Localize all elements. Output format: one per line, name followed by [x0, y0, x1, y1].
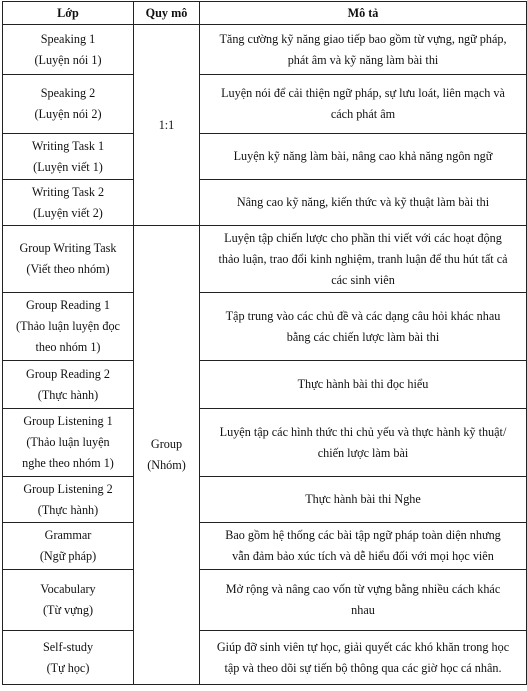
header-lop: Lớp — [3, 2, 134, 25]
description-line: thảo luận, trao đổi kinh nghiệm, tranh luận để thu hút tất cả — [218, 251, 508, 266]
class-name: Speaking 2 — [40, 86, 96, 100]
header-quy-mo: Quy mô — [134, 2, 200, 25]
class-cell — [3, 523, 134, 570]
description-line: bằng các chiến lược làm bài thi — [286, 329, 440, 344]
class-cell — [3, 477, 134, 523]
description-cell — [200, 293, 527, 361]
description-cell — [200, 409, 527, 477]
description-cell — [200, 25, 527, 75]
class-subtitle: theo nhóm 1) — [35, 340, 101, 354]
course-table — [2, 1, 527, 685]
table-row — [3, 477, 527, 523]
description-line: Giúp đỡ sinh viên tự học, giải quyết các khó khăn trong học — [216, 639, 510, 654]
class-cell — [3, 409, 134, 477]
description-line: Luyện tập các hình thức thi chủ yếu và thực hành kỹ thuật/ — [219, 424, 507, 439]
class-subtitle: (Luyện nói 2) — [34, 107, 102, 121]
class-cell — [3, 180, 134, 226]
table-row — [3, 523, 527, 570]
table-row — [3, 226, 527, 293]
description-line: Tập trung vào các chủ đề và các dạng câu hỏi khác nhau — [225, 308, 501, 323]
class-name: Speaking 1 — [40, 31, 96, 46]
class-cell — [3, 631, 134, 685]
description-line: Bao gồm hệ thống các bài tập ngữ pháp toàn diện nhưng — [225, 528, 501, 542]
class-subtitle: (Ngữ pháp) — [39, 549, 97, 563]
class-subtitle: (Viết theo nhóm) — [26, 262, 110, 276]
class-cell — [3, 570, 134, 631]
scale-label-sub: (Nhóm) — [147, 458, 186, 472]
description-cell — [200, 570, 527, 631]
class-name: Group Reading 1 — [26, 298, 110, 312]
class-subtitle: nghe theo nhóm 1) — [22, 456, 114, 470]
description-line: Thực hành bài thi đọc hiểu — [297, 377, 429, 391]
class-subtitle: (Tự học) — [46, 660, 90, 675]
class-name: Group Writing Task — [19, 241, 117, 255]
class-subtitle: (Luyện nói 1) — [34, 52, 102, 67]
description-cell — [200, 75, 527, 134]
description-line: Mở rộng và nâng cao vốn từ vựng bằng nhiều cách khác — [225, 582, 501, 596]
table-row — [3, 75, 527, 134]
scale-label: Group — [150, 437, 183, 451]
description-cell — [200, 361, 527, 409]
class-subtitle: (Thảo luận luyện đọc — [16, 319, 120, 333]
description-line: Thực hành bài thi Nghe — [305, 492, 421, 506]
class-cell — [3, 226, 134, 293]
description-line: Luyện kỹ năng làm bài, nâng cao khả năng ngôn ngữ — [233, 149, 493, 163]
description-line: cách phát âm — [330, 107, 396, 121]
description-line: tập và theo dõi sự tiến bộ thông qua các giờ học cá nhân. — [224, 660, 502, 675]
description-cell — [200, 523, 527, 570]
table-row — [3, 134, 527, 180]
class-name: Group Listening 2 — [23, 481, 113, 496]
table-row — [3, 25, 527, 75]
class-cell — [3, 361, 134, 409]
description-line: phát âm và kỹ năng làm bài thi — [287, 52, 439, 67]
class-name: Writing Task 1 — [31, 138, 105, 153]
description-cell — [200, 226, 527, 293]
table-row — [3, 180, 527, 226]
description-cell — [200, 180, 527, 226]
table-row — [3, 631, 527, 685]
class-name: Self-study — [42, 639, 94, 654]
description-cell — [200, 134, 527, 180]
class-subtitle: (Thực hành) — [37, 387, 99, 402]
table-row — [3, 570, 527, 631]
class-name: Writing Task 2 — [31, 184, 105, 199]
class-name: Group Reading 2 — [26, 366, 110, 381]
description-line: Nâng cao kỹ năng, kiến thức và kỹ thuật làm bài thi — [236, 195, 490, 209]
scale-cell-1-1 — [134, 25, 200, 226]
description-line: vẫn đảm bảo xúc tích và dễ hiểu đối với mọi học viên — [232, 549, 494, 563]
class-cell — [3, 134, 134, 180]
table-row — [3, 293, 527, 361]
description-line: nhau — [351, 603, 375, 617]
class-subtitle: (Luyện viết 1) — [33, 159, 103, 174]
class-cell — [3, 25, 134, 75]
class-subtitle: (Thực hành) — [37, 502, 99, 517]
description-line: Luyện nói để cải thiện ngữ pháp, sự lưu loát, liên mạch và — [221, 86, 505, 100]
class-cell — [3, 293, 134, 361]
class-name: Vocabulary — [40, 582, 96, 596]
class-subtitle: (Luyện viết 2) — [33, 205, 103, 220]
scale-label: 1:1 — [158, 117, 175, 132]
description-cell — [200, 631, 527, 685]
scale-cell-group — [134, 226, 200, 685]
description-line: chiến lược làm bài — [317, 445, 409, 460]
header-mo-ta: Mô tả — [200, 2, 527, 25]
class-subtitle: (Thảo luận luyện — [26, 435, 110, 449]
class-name: Group Listening 1 — [23, 414, 113, 428]
table-row — [3, 409, 527, 477]
description-line: Luyện tập chiến lược cho phần thi viết với các hoạt động — [224, 230, 502, 245]
description-line: các sinh viên — [331, 272, 395, 287]
class-cell — [3, 75, 134, 134]
header-row — [3, 2, 527, 25]
class-subtitle: (Từ vựng) — [42, 603, 94, 617]
description-line: Tăng cường kỹ năng giao tiếp bao gồm từ vựng, ngữ pháp, — [219, 31, 507, 46]
table-row — [3, 361, 527, 409]
description-cell — [200, 477, 527, 523]
class-name: Grammar — [44, 528, 92, 542]
